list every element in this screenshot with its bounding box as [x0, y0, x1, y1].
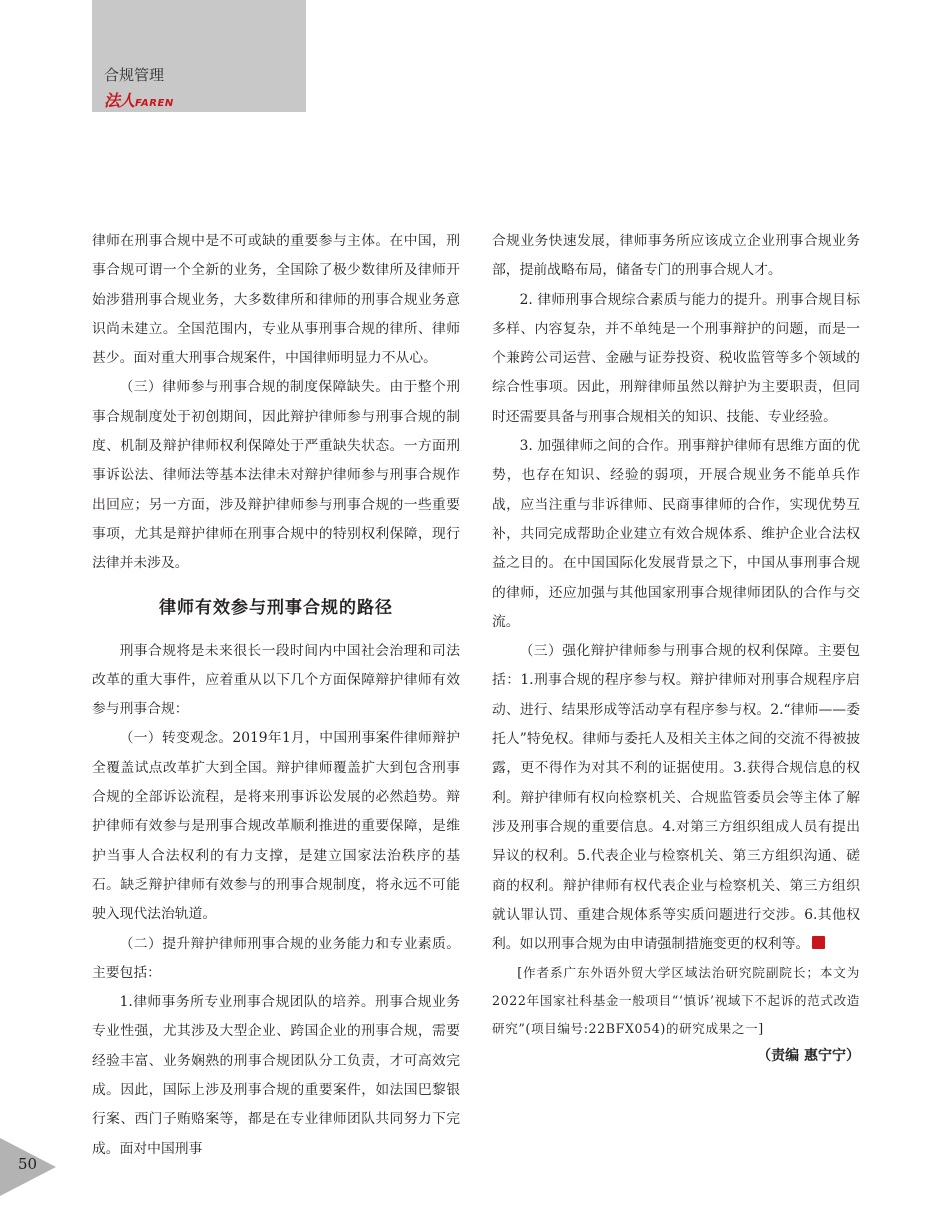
author-note: [作者系广东外语外贸大学区域法治研究院副院长；本文为2022年国家社科基金一般项目“‘慎诉’视域下不起诉的范式改造研究”(项目编号:22BFX054)的研究成果之一]	[492, 965, 860, 1037]
paragraph: 律师在刑事合规中是不可或缺的重要参与主体。在中国，刑事合规可谓一个全新的业务，全国除了极少数律所及律师开始涉猎刑事合规业务，大多数律所和律师的刑事合规业务意识尚未建立。全国范围内，专业从事刑事合规的律所、律师甚少。面对重大刑事合规案件，中国律师明显力不从心。	[92, 233, 460, 367]
paragraph	[492, 637, 860, 959]
paragraph: （三）律师参与刑事合规的制度保障缺失。由于整个刑事合规制度处于初创期间，因此辩护律师参与刑事合规的制度、机制及辩护律师权利保障处于严重缺失状态。一方面刑事诉讼法、律师法等基本法律未对辩护律师参与刑事合规作出回应；另一方面，涉及辩护律师参与刑事合规的一些重要事项，尤其是辩护律师在刑事合规中的特别权利保障，现行法律并未涉及。	[92, 379, 460, 572]
end-mark-icon	[812, 936, 825, 949]
paragraph: 3. 加强律师之间的合作。刑事辩护律师有思维方面的优势，也存在知识、经验的弱项，开展合规业务不能单兵作战，应当注重与非诉律师、民商事律师的合作，实现优势互补，共同完成帮助企业建立有效合规体系、维护企业合法权益之目的。在中国国际化发展背景之下，中国从事刑事合规的律师，还应加强与其他国家刑事合规律师团队的合作与交流。	[492, 438, 860, 630]
section-heading: 律师有效参与刑事合规的路径	[159, 597, 393, 618]
paragraph: 合规业务快速发展，律师事务所应该成立企业刑事合规业务部，提前战略布局，储备专门的刑事合规人才。	[492, 233, 860, 279]
editor-credit: （责编 惠宁宁）	[757, 1048, 860, 1065]
paragraph: 刑事合规将是未来很长一段时间内中国社会治理和司法改革的重大事件，应着重从以下几个方面保障辩护律师有效参与刑事合规：	[92, 642, 460, 718]
right-column	[492, 227, 860, 1069]
section-name: 合规管理	[104, 66, 165, 84]
left-column	[92, 227, 460, 1164]
logo-cn: 法人	[104, 91, 135, 110]
header-block	[92, 0, 306, 112]
magazine-logo	[104, 88, 174, 108]
page-number: 50	[18, 1155, 38, 1173]
logo-en: FAREN	[135, 98, 174, 109]
paragraph: 1.律师事务所专业刑事合规团队的培养。刑事合规业务专业性强，尤其涉及大型企业、跨国企业的刑事合规，需要经验丰富、业务娴熟的刑事合规团队分工负责，才可高效完成。因此，国际上涉及刑事合规的重要案件，如法国巴黎银行案、西门子贿赂案等，都是在专业律师团队共同努力下完成。面对中国刑事	[92, 994, 460, 1157]
paragraph: （一）转变观念。2019年1月，中国刑事案件律师辩护全覆盖试点改革扩大到全国。辩护律师覆盖扩大到包含刑事合规的全部诉讼流程，是将来刑事诉讼发展的必然趋势。辩护律师有效参与是刑事合规改革顺利推进的重要保障，是维护当事人合法权利的有力支撑，是建立国家法治秩序的基石。缺乏辩护律师有效参与的刑事合规制度，将永远不可能驶入现代法治轨道。	[92, 730, 460, 923]
paragraph-text: （三）强化辩护律师参与刑事合规的权利保障。主要包括：1.刑事合规的程序参与权。辩护律师对刑事合规程序启动、进行、结果形成等活动享有程序参与权。2.“律师——委托人”特免权。律师与委托人及相关主体之间的交流不得被披露，更不得作为对其不利的证据使用。3.获得合规信息的权利。辩护律师有权向检察机关、合规监管委员会等主体了解涉及刑事合规的重要信息。4.对第三方组织组成人员有提出异议的权利。5.代表企业与检察机关、第三方组织沟通、磋商的权利。辩护律师有权代表企业与检察机关、第三方组织就认罪认罚、重建合规体系等实质问题进行交涉。6.其他权利。如以刑事合规为由申请强制措施变更的权利等。	[492, 643, 860, 953]
paragraph: （二）提升辩护律师刑事合规的业务能力和专业素质。主要包括：	[92, 935, 460, 981]
paragraph: 2. 律师刑事合规综合素质与能力的提升。刑事合规目标多样、内容复杂，并不单纯是一个刑事辩护的问题，而是一个兼跨公司运营、金融与证券投资、税收监管等多个领域的综合性事项。因此，刑辩律师虽然以辩护为主要职责，但同时还需要具备与刑事合规相关的知识、技能、专业经验。	[492, 291, 860, 425]
